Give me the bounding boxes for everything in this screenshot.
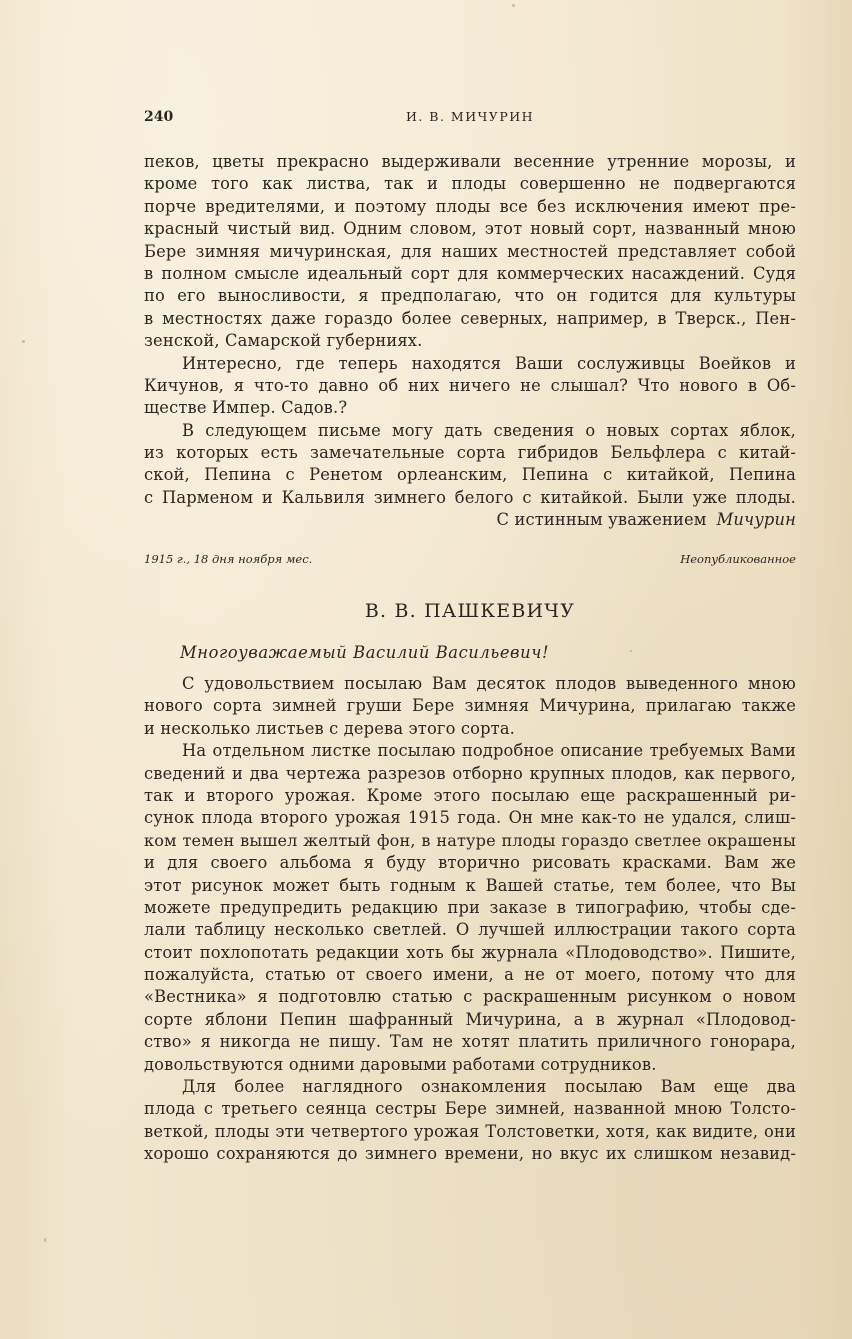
text-line: лали таблицу несколько светлей. О лучшей иллюстрации такого сорта: [144, 920, 796, 940]
text-line: кроме того как листва, так и плоды совершенно не подвергаются: [144, 174, 796, 194]
paragraph: [144, 673, 796, 740]
text-line: «Вестника» я подготовлю статью с раскрашенным рисунком о новом: [144, 987, 796, 1007]
text-line: пожалуйста, статью от своего имени, а не от моего, потому что для: [144, 965, 796, 985]
text-line: сунок плода второго урожая 1915 года. Он мне как-то не удался, слиш-: [144, 808, 796, 828]
letter-date: 1915 г., 18 дня ноября мес.: [144, 552, 313, 566]
text-line: На отдельном листке посылаю подробное описание требуемых Вами: [182, 741, 796, 761]
text-line: в полном смысле идеальный сорт для коммерческих насаждений. Судя: [144, 263, 796, 283]
text-line: и для своего альбома я буду вторично рисовать красками. Вам же: [144, 853, 796, 873]
text-line: ской, Пепина с Ренетом орлеанским, Пепина с китайкой, Пепина: [144, 465, 796, 485]
text-line: С удовольствием посылаю Вам десяток плодов выведенного мною: [182, 674, 796, 693]
text-line: ком темен вышел желтый фон, в натуре плоды гораздо светлее окрашены: [144, 830, 796, 850]
letter-text: [144, 673, 796, 1166]
paragraph: [144, 353, 796, 420]
paragraph: [144, 740, 796, 1076]
letter-dateline: [144, 552, 796, 570]
closing-phrase: С истинным уважением: [496, 510, 707, 530]
text-line: плода с третьего сеянца сестры Бере зимней, названной мною Толсто-: [144, 1099, 796, 1119]
signature: Мичурин: [716, 510, 796, 530]
text-line: ществе Импер. Садов.?: [144, 398, 348, 418]
paper-speck: [22, 340, 25, 343]
paragraph: [144, 420, 796, 510]
text-line: довольствуются одними даровыми работами сотрудников.: [144, 1054, 657, 1074]
text-line: Бере зимняя мичуринская, для наших местностей представляет собой: [144, 241, 796, 261]
text-line: и несколько листьев с дерева этого сорта.: [144, 718, 516, 738]
publication-status: Неопубликованное: [680, 552, 796, 566]
text-line: в местностях даже гораздо более северных, например, в Тверск., Пен-: [144, 308, 796, 328]
page-number: 240: [144, 109, 174, 125]
text-line: В следующем письме могу дать сведения о новых сортах яблок,: [182, 420, 796, 440]
text-line: по его выносливости, я предполагаю, что он годится для культуры: [144, 286, 796, 306]
paper-speck: [512, 4, 515, 7]
text-line: Интересно, где теперь находятся Ваши сослуживцы Воейков и: [182, 353, 796, 373]
paragraph: [144, 1076, 796, 1166]
text-line: сведений и два чертежа разрезов отборно крупных плодов, как первого,: [144, 763, 796, 783]
text-line: можете предупредить редакцию при заказе в типографию, чтобы сде-: [144, 897, 796, 917]
text-line: сорте яблони Пепин шафранный Мичурина, а в журнал «Плодовод-: [144, 1009, 796, 1029]
text-line: нового сорта зимней груши Бере зимняя Мичурина, прилагаю также: [144, 696, 796, 716]
letter-closing: [144, 509, 796, 533]
text-line: порче вредителями, и поэтому плоды все без исключения имеют пре-: [144, 196, 796, 216]
text-line: хорошо сохраняются до зимнего времени, но вкус их слишком незавид-: [144, 1144, 796, 1164]
text-line: из которых есть замечательные сорта гибридов Бельфлера с китай-: [144, 443, 796, 463]
letter-title: В. В. ПАШКЕВИЧУ: [364, 600, 576, 622]
text-line: с Парменом и Кальвиля зимнего белого с китайкой. Были уже плоды.: [144, 487, 796, 507]
text-line: так и второго урожая. Кроме этого посылаю еще раскрашенный ри-: [144, 785, 796, 805]
text-line: веткой, плоды эти четвертого урожая Толстоветки, хотя, как видите, они: [144, 1121, 796, 1141]
salutation: Многоуважаемый Василий Васильевич!: [180, 643, 550, 662]
text-line: Для более наглядного ознакомления посылаю Вам еще два: [182, 1077, 796, 1097]
paragraph: [144, 151, 796, 353]
text-line: стоит похлопотать редакции хоть бы журнала «Плодоводство». Пишите,: [144, 942, 796, 962]
text-line: пеков, цветы прекрасно выдерживали весенние утренние морозы, и: [144, 152, 796, 171]
text-line: зенской, Самарской губерниях.: [144, 331, 423, 351]
running-head-author: И. В. МИЧУРИН: [405, 109, 535, 124]
text-line: красный чистый вид. Одним словом, этот новый сорт, названный мною: [144, 219, 796, 239]
running-head: [144, 109, 796, 131]
text-line: этот рисунок может быть годным к Вашей статье, тем более, что Вы: [144, 875, 796, 895]
paper-speck: [44, 1238, 46, 1242]
text-line: ство» я никогда не пишу. Там не хотят платить приличного гонорара,: [144, 1032, 796, 1052]
previous-letter-text: [144, 151, 796, 533]
text-line: Кичунов, я что-то давно об них ничего не слышал? Что нового в Об-: [144, 375, 796, 395]
paper-speck: [630, 650, 632, 652]
